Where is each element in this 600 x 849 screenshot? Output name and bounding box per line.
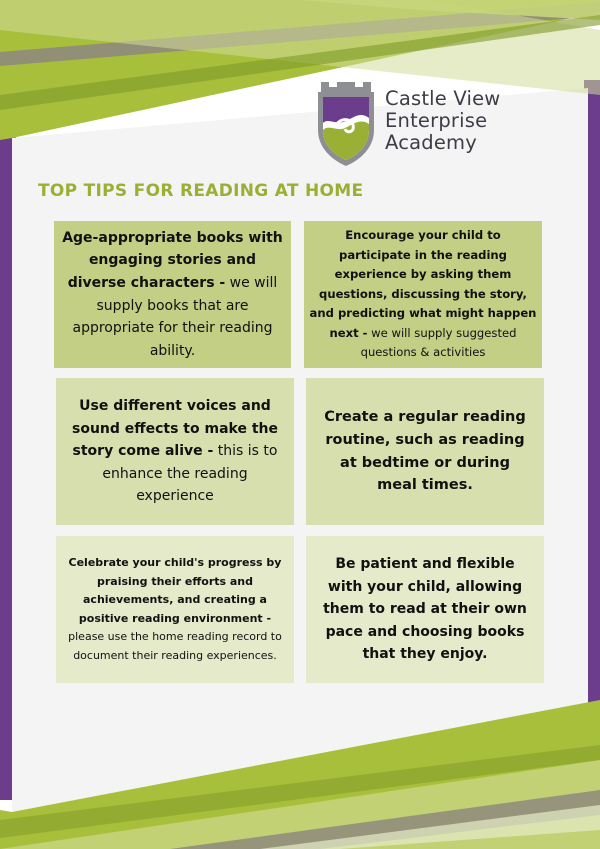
school-name xyxy=(385,88,500,154)
tip-heading: Be patient and flexible with your child, allowing them to read at their own pace and choosing books that they enjoy. xyxy=(323,556,527,663)
tip-detail: this is to enhance the reading experience xyxy=(102,443,278,505)
tip-detail: please use the home reading record to document their reading experiences. xyxy=(68,630,282,662)
tip-card xyxy=(56,536,294,683)
tip-heading: Celebrate your child's progress by praising their efforts and achievements, and creating a positive reading environment - xyxy=(68,556,282,625)
tip-heading: Encourage your child to participate in the reading experience by asking them questions, discussing the story, and predicting what might happen next - xyxy=(309,228,537,340)
tip-card xyxy=(304,221,542,368)
tip-card xyxy=(306,536,544,683)
school-logo xyxy=(315,78,595,170)
tip-heading: Use different voices and sound effects to make the story come alive - xyxy=(72,398,278,460)
school-name-line: Enterprise xyxy=(385,109,488,132)
castle-crest-icon xyxy=(315,78,377,168)
page-title: TOP TIPS FOR READING AT HOME xyxy=(38,181,364,201)
school-name-line: Castle View xyxy=(385,87,501,110)
tip-card xyxy=(54,221,291,368)
tip-detail: we will supply books that are appropriate for their reading ability. xyxy=(72,274,278,359)
tip-card xyxy=(56,378,294,525)
tip-card xyxy=(306,378,544,525)
tip-heading: Create a regular reading routine, such as reading at bedtime or during meal times. xyxy=(324,409,526,494)
school-name-line: Academy xyxy=(385,131,477,154)
tip-heading: Age-appropriate books with engaging stories and diverse characters - xyxy=(62,229,283,291)
tip-detail: we will supply suggested questions & activities xyxy=(360,325,517,360)
